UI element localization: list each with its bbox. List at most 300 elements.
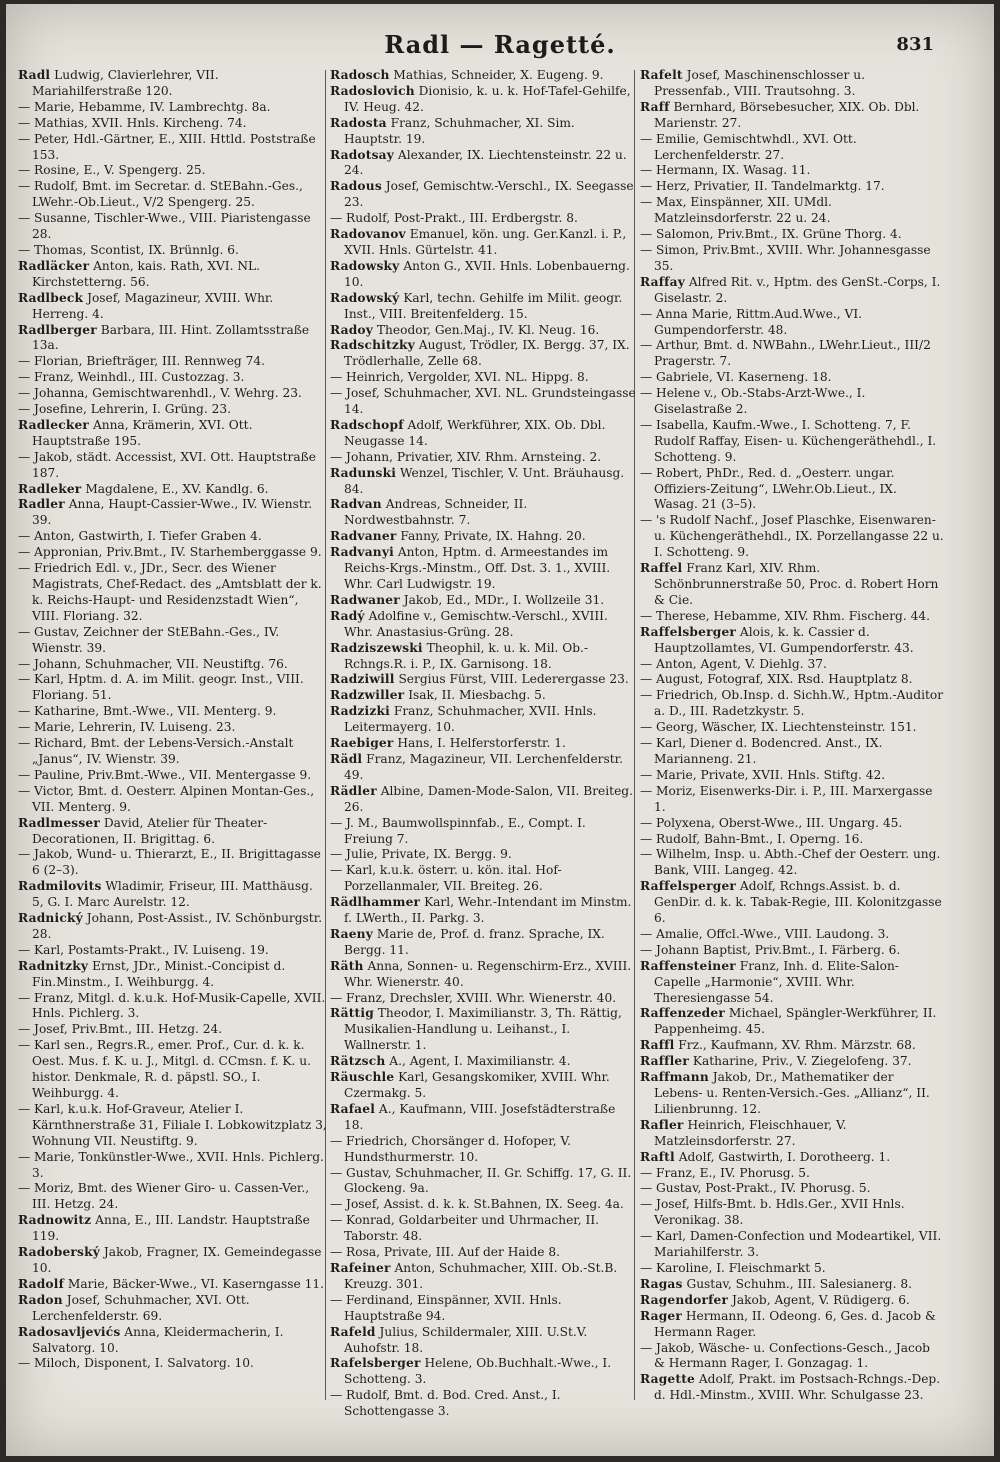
entry-details: — Marie, Lehrerin, IV. Luiseng. 23. bbox=[18, 720, 236, 735]
entry-details: — Moriz, Eisenwerks-Dir. i. P., III. Marxergasse 1. bbox=[640, 783, 933, 814]
directory-entry bbox=[330, 227, 636, 259]
entry-surname: Radwaner bbox=[330, 592, 400, 607]
entry-surname: Rager bbox=[640, 1308, 683, 1323]
entry-details: Anna, Sonnen- u. Regenschirm-Erz., XVIII. Whr. Wienerstr. 40. bbox=[344, 958, 632, 989]
entry-surname: Radunski bbox=[330, 465, 397, 480]
directory-entry bbox=[640, 338, 944, 370]
entry-surname: Raffenzeder bbox=[640, 1006, 725, 1021]
entry-surname: Raffmann bbox=[640, 1070, 709, 1085]
entry-details: — Herz, Privatier, II. Tandelmarktg. 17. bbox=[640, 179, 885, 194]
directory-entry bbox=[330, 68, 636, 84]
entry-details: — Rosine, E., V. Spengerg. 25. bbox=[18, 163, 206, 178]
entry-surname: Radzwiller bbox=[330, 688, 405, 703]
entry-surname: Radoslovich bbox=[330, 83, 415, 98]
entry-details: Karl, Gesangskomiker, XVIII. Whr. Czermakg. 5. bbox=[344, 1070, 610, 1100]
entry-details: — Karl, Postamts-Prakt., IV. Luiseng. 19. bbox=[18, 942, 269, 957]
directory-entry bbox=[330, 466, 636, 498]
entry-surname: Rädlhammer bbox=[330, 895, 421, 910]
directory-entry bbox=[330, 688, 636, 704]
entry-details: Josef, Gemischtw.-Verschl., IX. Seegasse 23. bbox=[344, 179, 634, 210]
directory-entry bbox=[330, 1134, 636, 1166]
entry-details: — Anton, Agent, V. Diehlg. 37. bbox=[640, 656, 827, 671]
entry-surname: Radon bbox=[18, 1292, 63, 1307]
directory-entry bbox=[18, 259, 328, 291]
directory-entry bbox=[18, 911, 328, 943]
entry-details: — Josef, Assist. d. k. k. St.Bahnen, IX. Seeg. 4a. bbox=[330, 1197, 624, 1212]
directory-entry bbox=[330, 1213, 636, 1245]
entry-details: Franz, Schuhmacher, XI. Sim. Hauptstr. 19. bbox=[344, 115, 575, 146]
entry-details: Anton G., XVII. Hnls. Lobenbauerng. 10. bbox=[344, 258, 630, 289]
directory-entry bbox=[18, 625, 328, 657]
entry-surname: Radous bbox=[330, 179, 382, 194]
directory-entry bbox=[18, 768, 328, 784]
directory-entry bbox=[640, 784, 944, 816]
directory-entry bbox=[18, 1277, 328, 1293]
entry-details: — Emilie, Gemischtwhdl., XVI. Ott. Lerchenfelderstr. 27. bbox=[640, 131, 857, 162]
entry-details: — Gustav, Zeichner der StEBahn.-Ges., IV. Wienstr. 39. bbox=[18, 624, 280, 655]
entry-surname: Radschopf bbox=[330, 417, 404, 432]
entry-surname: Radlecker bbox=[18, 417, 90, 432]
directory-entry bbox=[18, 116, 328, 132]
entry-details: — Josef, Schuhmacher, XVI. NL. Grundsteingasse 14. bbox=[330, 386, 636, 417]
entry-surname: Raebiger bbox=[330, 736, 394, 751]
directory-entry bbox=[640, 1118, 944, 1150]
directory-entry bbox=[18, 816, 328, 848]
entry-details: Anton, kais. Rath, XVI. NL. Kirchstetterng. 56. bbox=[32, 258, 261, 289]
entry-details: Ernst, JDr., Minist.-Concipist d. Fin.Minstm., I. Weihburgg. 4. bbox=[32, 958, 286, 989]
entry-surname: Radleker bbox=[18, 481, 82, 496]
entry-details: — Georg, Wäscher, IX. Liechtensteinstr. 151. bbox=[640, 720, 917, 735]
directory-entry bbox=[330, 1070, 636, 1102]
entry-details: Dionisio, k. u. k. Hof-Tafel-Gehilfe, IV. Heug. 42. bbox=[344, 83, 631, 114]
directory-entry bbox=[18, 736, 328, 768]
entry-details: Bernhard, Börsebesucher, XIX. Ob. Dbl. Marienstr. 27. bbox=[654, 99, 920, 130]
directory-entry bbox=[18, 1293, 328, 1325]
entry-details: — Simon, Priv.Bmt., XVIII. Whr. Johannesgasse 35. bbox=[640, 242, 931, 273]
directory-entry bbox=[330, 1293, 636, 1325]
directory-entry bbox=[18, 370, 328, 386]
directory-entry bbox=[330, 704, 636, 736]
entry-surname: Raff bbox=[640, 99, 670, 114]
entry-details: Franz, Schuhmacher, XVII. Hnls. Leitermayerg. 10. bbox=[344, 704, 597, 735]
entry-details: — Moriz, Bmt. des Wiener Giro- u. Cassen-Ver., III. Hetzg. 24. bbox=[18, 1181, 310, 1212]
entry-details: Jakob, Agent, V. Rüdigerg. 6. bbox=[732, 1292, 910, 1307]
directory-entry bbox=[330, 784, 636, 816]
entry-details: Franz, Magazineur, VII. Lerchenfelderstr. 49. bbox=[344, 751, 624, 782]
directory-entry bbox=[330, 1356, 636, 1388]
directory-entry bbox=[640, 1229, 944, 1261]
directory-entry bbox=[640, 720, 944, 736]
directory-entry bbox=[330, 116, 636, 148]
entry-surname: Radnický bbox=[18, 911, 83, 926]
entry-surname: Radovanov bbox=[330, 227, 406, 242]
entry-details: Marie de, Prof. d. franz. Sprache, IX. Bergg. 11. bbox=[344, 926, 605, 957]
entry-details: — Friedrich, Chorsänger d. Hofoper, V. Hundsthurmerstr. 10. bbox=[330, 1133, 571, 1164]
directory-entry bbox=[330, 179, 636, 211]
directory-entry bbox=[640, 275, 944, 307]
entry-details: — August, Fotograf, XIX. Rsd. Hauptplatz 8. bbox=[640, 672, 913, 687]
directory-entry bbox=[18, 100, 328, 116]
entry-details: Mathias, Schneider, X. Eugeng. 9. bbox=[393, 68, 604, 82]
directory-entry bbox=[330, 1102, 636, 1134]
entry-details: — Rosa, Private, III. Auf der Haide 8. bbox=[330, 1245, 561, 1260]
directory-entry bbox=[18, 959, 328, 991]
directory-entry bbox=[330, 927, 636, 959]
directory-entry bbox=[330, 259, 636, 291]
directory-entry bbox=[330, 1325, 636, 1357]
directory-entry bbox=[18, 132, 328, 164]
entry-details: Josef, Maschinenschlosser u. Pressenfab., VIII. Trautsohng. 3. bbox=[654, 68, 865, 98]
entry-surname: Raffl bbox=[640, 1038, 675, 1053]
entry-surname: Rafelt bbox=[640, 68, 683, 82]
entry-details: — Anna Marie, Rittm.Aud.Wwe., VI. Gumpendorferstr. 48. bbox=[640, 306, 863, 337]
directory-entry bbox=[640, 132, 944, 164]
entry-details: August, Trödler, IX. Bergg. 37, IX. Trödlerhalle, Zelle 68. bbox=[344, 338, 630, 369]
directory-entry bbox=[18, 386, 328, 402]
directory-entry bbox=[330, 211, 636, 227]
entry-details: — Rudolf, Post-Prakt., III. Erdbergstr. 8. bbox=[330, 211, 578, 226]
directory-entry bbox=[330, 529, 636, 545]
entry-surname: Radvan bbox=[330, 497, 382, 512]
directory-entry bbox=[640, 1293, 944, 1309]
entry-details: — Friedrich, Ob.Insp. d. Sichh.W., Hptm.-Auditor a. D., III. Radetzkystr. 5. bbox=[640, 688, 944, 719]
entry-surname: Rafael bbox=[330, 1101, 376, 1116]
entry-surname: Radowský bbox=[330, 290, 400, 305]
directory-entry bbox=[640, 657, 944, 673]
directory-entry bbox=[640, 418, 944, 466]
entry-details: Jakob, Ed., MDr., I. Wollzeile 31. bbox=[403, 592, 605, 607]
directory-entry bbox=[330, 593, 636, 609]
directory-entry bbox=[330, 418, 636, 450]
entry-details: — Karl, k.u.k. österr. u. kön. ital. Hof-Porzellanmaler, VII. Breiteg. 26. bbox=[330, 863, 562, 894]
directory-entry bbox=[640, 1181, 944, 1197]
directory-entry bbox=[640, 959, 944, 1007]
entry-details: Josef, Schuhmacher, XVI. Ott. Lerchenfelderstr. 69. bbox=[32, 1292, 250, 1323]
directory-entry bbox=[330, 672, 636, 688]
entry-details: Alexander, IX. Liechtensteinstr. 22 u. 24. bbox=[344, 147, 627, 178]
page-header bbox=[6, 24, 994, 64]
entry-details: Alfred Rit. v., Hptm. des GenSt.-Corps, I. Giselastr. 2. bbox=[654, 274, 941, 305]
entry-details: — Johanna, Gemischtwarenhdl., V. Wehrg. 23. bbox=[18, 386, 302, 401]
entry-details: — Julie, Private, IX. Bergg. 9. bbox=[330, 847, 512, 862]
directory-entry bbox=[640, 1006, 944, 1038]
directory-entry bbox=[18, 943, 328, 959]
entry-surname: Rafler bbox=[640, 1117, 684, 1132]
entry-surname: Räth bbox=[330, 958, 364, 973]
entry-details: — Jakob, städt. Accessist, XVI. Ott. Hauptstraße 187. bbox=[18, 449, 316, 480]
entry-details: — Karl, Hptm. d. A. im Milit. geogr. Inst., VIII. Floriang. 51. bbox=[18, 672, 304, 703]
directory-entry bbox=[330, 291, 636, 323]
directory-entry bbox=[18, 1022, 328, 1038]
entry-details: — Friedrich Edl. v., JDr., Secr. des Wiener Magistrats, Chef-Redact. des „Amtsblatt der k. k. Reichs-Haupt- und Residenzstadt Wien“, VIII. Floriang. 32. bbox=[18, 561, 322, 623]
entry-details: — Florian, Briefträger, III. Rennweg 74. bbox=[18, 354, 265, 369]
directory-entry bbox=[18, 179, 328, 211]
directory-entry bbox=[330, 370, 636, 386]
entry-details: — Karl, k.u.k. Hof-Graveur, Atelier I. Kärnthnerstraße 31, Filiale I. Lobkowitzplatz 3, Wohnung VII. Neustiftg. 9. bbox=[18, 1101, 327, 1148]
directory-entry bbox=[640, 68, 944, 100]
entry-details: — Franz, Weinhdl., III. Custozzag. 3. bbox=[18, 370, 245, 385]
directory-entry bbox=[18, 1181, 328, 1213]
entry-surname: Radvaner bbox=[330, 529, 397, 544]
entry-details: Julius, Schildermaler, XIII. U.St.V. Auhofstr. 18. bbox=[344, 1324, 588, 1355]
directory-entry bbox=[330, 84, 636, 116]
directory-entry bbox=[640, 1070, 944, 1118]
entry-details: Adolf, Prakt. im Postsach-Rchngs.-Dep. d. Hdl.-Minstm., XVIII. Whr. Schulgasse 23. bbox=[654, 1372, 941, 1403]
entry-surname: Rafeld bbox=[330, 1324, 376, 1339]
entry-surname: Radl bbox=[18, 68, 51, 82]
directory-entry bbox=[330, 450, 636, 466]
entry-details: Helene, Ob.Buchhalt.-Wwe., I. Schotteng. 3. bbox=[344, 1356, 612, 1387]
directory-entry bbox=[330, 1197, 636, 1213]
entry-surname: Radziszewski bbox=[330, 640, 423, 655]
directory-entry bbox=[640, 927, 944, 943]
entry-details: Sergius Fürst, VIII. Lederergasse 23. bbox=[398, 672, 629, 687]
directory-entry bbox=[18, 163, 328, 179]
entry-details: — Marie, Tonkünstler-Wwe., XVII. Hnls. Pichlerg. 3. bbox=[18, 1149, 324, 1180]
entry-details: Katharine, Priv., V. Ziegelofeng. 37. bbox=[692, 1054, 912, 1069]
entry-surname: Radosta bbox=[330, 115, 387, 130]
entry-details: Franz, Inh. d. Elite-Salon-Capelle „Harmonie“, XVIII. Whr. Theresiengasse 54. bbox=[654, 958, 899, 1005]
directory-entry bbox=[640, 816, 944, 832]
entry-details: — Rudolf, Bahn-Bmt., I. Operng. 16. bbox=[640, 831, 864, 846]
directory-entry bbox=[330, 386, 636, 418]
directory-entry bbox=[640, 307, 944, 339]
entry-surname: Radziwill bbox=[330, 672, 395, 687]
directory-entry bbox=[18, 561, 328, 625]
entry-surname: Rafelsberger bbox=[330, 1356, 421, 1371]
entry-surname: Ragette bbox=[640, 1372, 695, 1387]
directory-entry bbox=[640, 1038, 944, 1054]
entry-details: — Pauline, Priv.Bmt.-Wwe., VII. Mentergasse 9. bbox=[18, 767, 312, 782]
page-number: 831 bbox=[896, 34, 934, 55]
directory-entry bbox=[330, 545, 636, 593]
directory-entry bbox=[18, 291, 328, 323]
entry-details: — Rudolf, Bmt. d. Bod. Cred. Anst., I. Schottengasse 3. bbox=[330, 1388, 561, 1419]
directory-entry bbox=[330, 323, 636, 339]
entry-surname: Radzizki bbox=[330, 704, 390, 719]
entry-details: Adolfine v., Gemischtw.-Verschl., XVIII. Whr. Anastasius-Grüng. 28. bbox=[344, 608, 608, 639]
directory-entry bbox=[18, 450, 328, 482]
entry-details: — Susanne, Tischler-Wwe., VIII. Piaristengasse 28. bbox=[18, 211, 311, 242]
entry-details: Anna, E., III. Landstr. Hauptstraße 119. bbox=[32, 1213, 310, 1244]
entry-surname: Radnitzky bbox=[18, 958, 89, 973]
entry-surname: Radoberský bbox=[18, 1245, 101, 1260]
entry-surname: Radosch bbox=[330, 68, 390, 82]
directory-entry bbox=[640, 1341, 944, 1373]
entry-details: — Gustav, Schuhmacher, II. Gr. Schiffg. 17, G. II. Glockeng. 9a. bbox=[330, 1165, 632, 1196]
entry-details: Adolf, Rchngs.Assist. b. d. GenDir. d. k. k. Tabak-Regie, III. Kolonitzgasse 6. bbox=[654, 879, 942, 926]
directory-entry bbox=[330, 338, 636, 370]
entry-surname: Rädl bbox=[330, 751, 363, 766]
directory-entry bbox=[640, 466, 944, 514]
directory-entry bbox=[330, 959, 636, 991]
directory-entry bbox=[640, 768, 944, 784]
entry-details: — Mathias, XVII. Hnls. Kircheng. 74. bbox=[18, 115, 247, 130]
directory-columns bbox=[18, 68, 944, 1419]
entry-details: Frz., Kaufmann, XV. Rhm. Märzstr. 68. bbox=[678, 1038, 916, 1053]
entry-details: — Appronian, Priv.Bmt., IV. Starhemberggasse 9. bbox=[18, 545, 322, 560]
directory-entry bbox=[18, 497, 328, 529]
directory-entry bbox=[18, 323, 328, 355]
entry-details: Franz Karl, XIV. Rhm. Schönbrunnerstraße 50, Proc. d. Robert Horn & Cie. bbox=[654, 561, 939, 607]
directory-entry bbox=[330, 991, 636, 1007]
entry-details: — Marie, Private, XVII. Hnls. Stiftg. 42. bbox=[640, 767, 886, 782]
entry-surname: Raffelsperger bbox=[640, 879, 737, 894]
entry-details: Heinrich, Fleischhauer, V. Matzleinsdorferstr. 27. bbox=[654, 1117, 847, 1148]
entry-details: Magdalene, E., XV. Kandlg. 6. bbox=[85, 481, 269, 496]
entry-details: Anton, Schuhmacher, XIII. Ob.-St.B. Kreuzg. 301. bbox=[344, 1260, 618, 1291]
entry-details: — Franz, Mitgl. d. k.u.k. Hof-Musik-Capelle, XVII. Hnls. Pichlerg. 3. bbox=[18, 990, 326, 1021]
entry-details: — Robert, PhDr., Red. d. „Oesterr. ungar. Offiziers-Zeitung“, LWehr.Ob.Lieut., IX. Wasag. 21 (3–5). bbox=[640, 465, 897, 512]
entry-details: Michael, Spängler-Werkführer, II. Pappenheimg. 45. bbox=[654, 1006, 937, 1037]
entry-details: — Gabriele, VI. Kaserneng. 18. bbox=[640, 370, 832, 385]
entry-surname: Raeny bbox=[330, 926, 374, 941]
entry-details: Theophil, k. u. k. Mil. Ob.-Rchngs.R. i. P., IX. Garnisong. 18. bbox=[344, 640, 589, 671]
entry-details: — Konrad, Goldarbeiter und Uhrmacher, II. Taborstr. 48. bbox=[330, 1213, 600, 1244]
directory-entry bbox=[640, 179, 944, 195]
directory-entry bbox=[330, 497, 636, 529]
directory-entry bbox=[330, 641, 636, 673]
directory-entry bbox=[330, 1388, 636, 1420]
entry-surname: Radvanyi bbox=[330, 545, 394, 560]
entry-details: — Josefine, Lehrerin, I. Grüng. 23. bbox=[18, 402, 231, 417]
directory-entry bbox=[640, 1277, 944, 1293]
entry-details: Hans, I. Helferstorferstr. 1. bbox=[397, 736, 566, 751]
entry-surname: Radowsky bbox=[330, 258, 400, 273]
directory-entry bbox=[18, 529, 328, 545]
directory-entry bbox=[18, 1245, 328, 1277]
entry-details: — Heinrich, Vergolder, XVI. NL. Hippg. 8. bbox=[330, 370, 589, 385]
entry-surname: Raftl bbox=[640, 1149, 675, 1164]
entry-details: Andreas, Schneider, II. Nordwestbahnstr. 7. bbox=[344, 497, 528, 528]
entry-details: — Wilhelm, Insp. u. Abth.-Chef der Oesterr. ung. Bank, VIII. Langeg. 42. bbox=[640, 847, 941, 878]
directory-entry bbox=[330, 847, 636, 863]
entry-surname: Raffensteiner bbox=[640, 958, 736, 973]
entry-details: — Franz, Drechsler, XVIII. Whr. Wienerstr. 40. bbox=[330, 990, 617, 1005]
entry-surname: Ragendorfer bbox=[640, 1292, 729, 1307]
entry-surname: Radmilovits bbox=[18, 879, 102, 894]
directory-entry bbox=[640, 879, 944, 927]
entry-details: — Karoline, I. Fleischmarkt 5. bbox=[640, 1260, 826, 1275]
entry-details: — Salomon, Priv.Bmt., IX. Grüne Thorg. 4. bbox=[640, 227, 902, 242]
entry-details: — Josef, Priv.Bmt., III. Hetzg. 24. bbox=[18, 1022, 223, 1037]
directory-entry bbox=[18, 354, 328, 370]
entry-details: Theodor, Gen.Maj., IV. Kl. Neug. 16. bbox=[376, 322, 600, 337]
directory-entry bbox=[640, 386, 944, 418]
directory-entry bbox=[640, 625, 944, 657]
directory-entry bbox=[640, 163, 944, 179]
directory-entry bbox=[18, 991, 328, 1023]
directory-entry bbox=[330, 1166, 636, 1198]
directory-entry bbox=[330, 1054, 636, 1070]
directory-entry bbox=[640, 370, 944, 386]
directory-entry bbox=[640, 832, 944, 848]
entry-surname: Radlbeck bbox=[18, 290, 84, 305]
entry-details: — Karl, Damen-Confection und Modeartikel, VII. Mariahilferstr. 3. bbox=[640, 1229, 942, 1260]
entry-surname: Räuschle bbox=[330, 1070, 395, 1085]
directory-entry bbox=[18, 879, 328, 911]
directory-entry bbox=[640, 1166, 944, 1182]
directory-entry bbox=[640, 943, 944, 959]
entry-details: Fanny, Private, IX. Hahng. 20. bbox=[400, 529, 586, 544]
entry-details: Adolf, Werkführer, XIX. Ob. Dbl. Neugasse 14. bbox=[344, 417, 606, 448]
entry-details: Albine, Damen-Mode-Salon, VII. Breiteg. 26. bbox=[344, 783, 633, 814]
directory-entry bbox=[18, 211, 328, 243]
entry-surname: Raffel bbox=[640, 561, 683, 576]
entry-surname: Rättig bbox=[330, 1006, 374, 1021]
entry-details: Gustav, Schuhm., III. Salesianerg. 8. bbox=[686, 1276, 912, 1291]
directory-entry bbox=[640, 1054, 944, 1070]
entry-details: Anna, Kleidermacherin, I. Salvatorg. 10. bbox=[32, 1324, 284, 1355]
directory-entry bbox=[640, 1197, 944, 1229]
directory-entry bbox=[18, 1038, 328, 1102]
entry-surname: Raffler bbox=[640, 1054, 689, 1069]
entry-details: — Jakob, Wäsche- u. Confections-Gesch., Jacob & Hermann Rager, I. Gonzagag. 1. bbox=[640, 1340, 930, 1371]
entry-details: — Miloch, Disponent, I. Salvatorg. 10. bbox=[18, 1356, 254, 1371]
entry-details: Adolf, Gastwirth, I. Dorotheerg. 1. bbox=[678, 1149, 891, 1164]
entry-details: — Ferdinand, Einspänner, XVII. Hnls. Hauptstraße 94. bbox=[330, 1292, 562, 1323]
directory-entry bbox=[18, 1213, 328, 1245]
entry-details: — Victor, Bmt. d. Oesterr. Alpinen Montan-Ges., VII. Menterg. 9. bbox=[18, 783, 315, 814]
entry-details: — 's Rudolf Nachf., Josef Plaschke, Eisenwaren- u. Küchengeräthehdl., IX. Porzellangasse 22 u. I. Schotteng. 9. bbox=[640, 513, 944, 560]
directory-entry bbox=[18, 68, 328, 100]
entry-details: — Therese, Hebamme, XIV. Rhm. Fischerg. 44. bbox=[640, 608, 930, 623]
directory-entry bbox=[18, 1356, 328, 1372]
entry-details: Ludwig, Clavierlehrer, VII. Mariahilferstraße 120. bbox=[32, 68, 219, 98]
directory-entry bbox=[330, 863, 636, 895]
entry-details: — Thomas, Scontist, IX. Brünnlg. 6. bbox=[18, 242, 239, 257]
entry-details: — Karl sen., Regrs.R., emer. Prof., Cur. d. k. k. Oest. Mus. f. K. u. J., Mitgl. d. CCmsn. f. K. u. histor. Denkmale, R. d. päpstl. SO., I. Weihburgg. 4. bbox=[18, 1038, 312, 1100]
entry-details: — Max, Einspänner, XII. UMdl. Matzleinsdorferstr. 22 u. 24. bbox=[640, 195, 832, 226]
directory-entry bbox=[18, 847, 328, 879]
directory-entry bbox=[18, 672, 328, 704]
entry-details: — Marie, Hebamme, IV. Lambrechtg. 8a. bbox=[18, 99, 271, 114]
entry-details: Wenzel, Tischler, V. Unt. Bräuhausg. 84. bbox=[344, 465, 625, 496]
entry-details: Josef, Magazineur, XVIII. Whr. Herreng. 4. bbox=[32, 290, 274, 321]
directory-entry bbox=[640, 227, 944, 243]
directory-entry bbox=[18, 1325, 328, 1357]
entry-surname: Radolf bbox=[18, 1276, 65, 1291]
directory-page bbox=[6, 4, 994, 1456]
entry-details: — Johann Baptist, Priv.Bmt., I. Färberg. 6. bbox=[640, 942, 901, 957]
directory-entry bbox=[18, 657, 328, 673]
directory-entry bbox=[330, 736, 636, 752]
directory-entry bbox=[640, 1261, 944, 1277]
entry-details: Marie, Bäcker-Wwe., VI. Kaserngasse 11. bbox=[67, 1276, 324, 1291]
entry-details: — Gustav, Post-Prakt., IV. Phorusg. 5. bbox=[640, 1181, 871, 1196]
directory-entry bbox=[640, 1372, 944, 1404]
directory-entry bbox=[640, 688, 944, 720]
directory-entry bbox=[640, 847, 944, 879]
entry-details: Theodor, I. Maximilianstr. 3, Th. Rättig, Musikalien-Handlung u. Leihanst., I. Wallnerstr. 1. bbox=[344, 1006, 622, 1053]
entry-details: — Isabella, Kaufm.-Wwe., I. Schotteng. 7, F. Rudolf Raffay, Eisen- u. Küchengeräthehdl., I. Schotteng. 9. bbox=[640, 417, 937, 464]
directory-entry bbox=[18, 545, 328, 561]
column-1 bbox=[18, 68, 328, 1408]
directory-entry bbox=[330, 1245, 636, 1261]
entry-details: — Richard, Bmt. der Lebens-Versich.-Anstalt „Janus“, IV. Wienstr. 39. bbox=[18, 736, 294, 766]
directory-entry bbox=[640, 243, 944, 275]
entry-surname: Radotsay bbox=[330, 147, 395, 162]
directory-entry bbox=[18, 720, 328, 736]
entry-details: — Peter, Hdl.-Gärtner, E., XIII. Httld. Poststraße 153. bbox=[18, 131, 316, 162]
entry-surname: Rädler bbox=[330, 783, 377, 798]
entry-details: — Jakob, Wund- u. Thierarzt, E., II. Brigittagasse 6 (2–3). bbox=[18, 847, 321, 878]
directory-entry bbox=[330, 752, 636, 784]
entry-details: Emanuel, kön. ung. Ger.Kanzl. i. P., XVII. Hnls. Gürtelstr. 41. bbox=[344, 227, 627, 257]
directory-entry bbox=[330, 895, 636, 927]
entry-details: Alois, k. k. Cassier d. Hauptzollamtes, VI. Gumpendorferstr. 43. bbox=[654, 624, 914, 655]
directory-entry bbox=[640, 736, 944, 768]
